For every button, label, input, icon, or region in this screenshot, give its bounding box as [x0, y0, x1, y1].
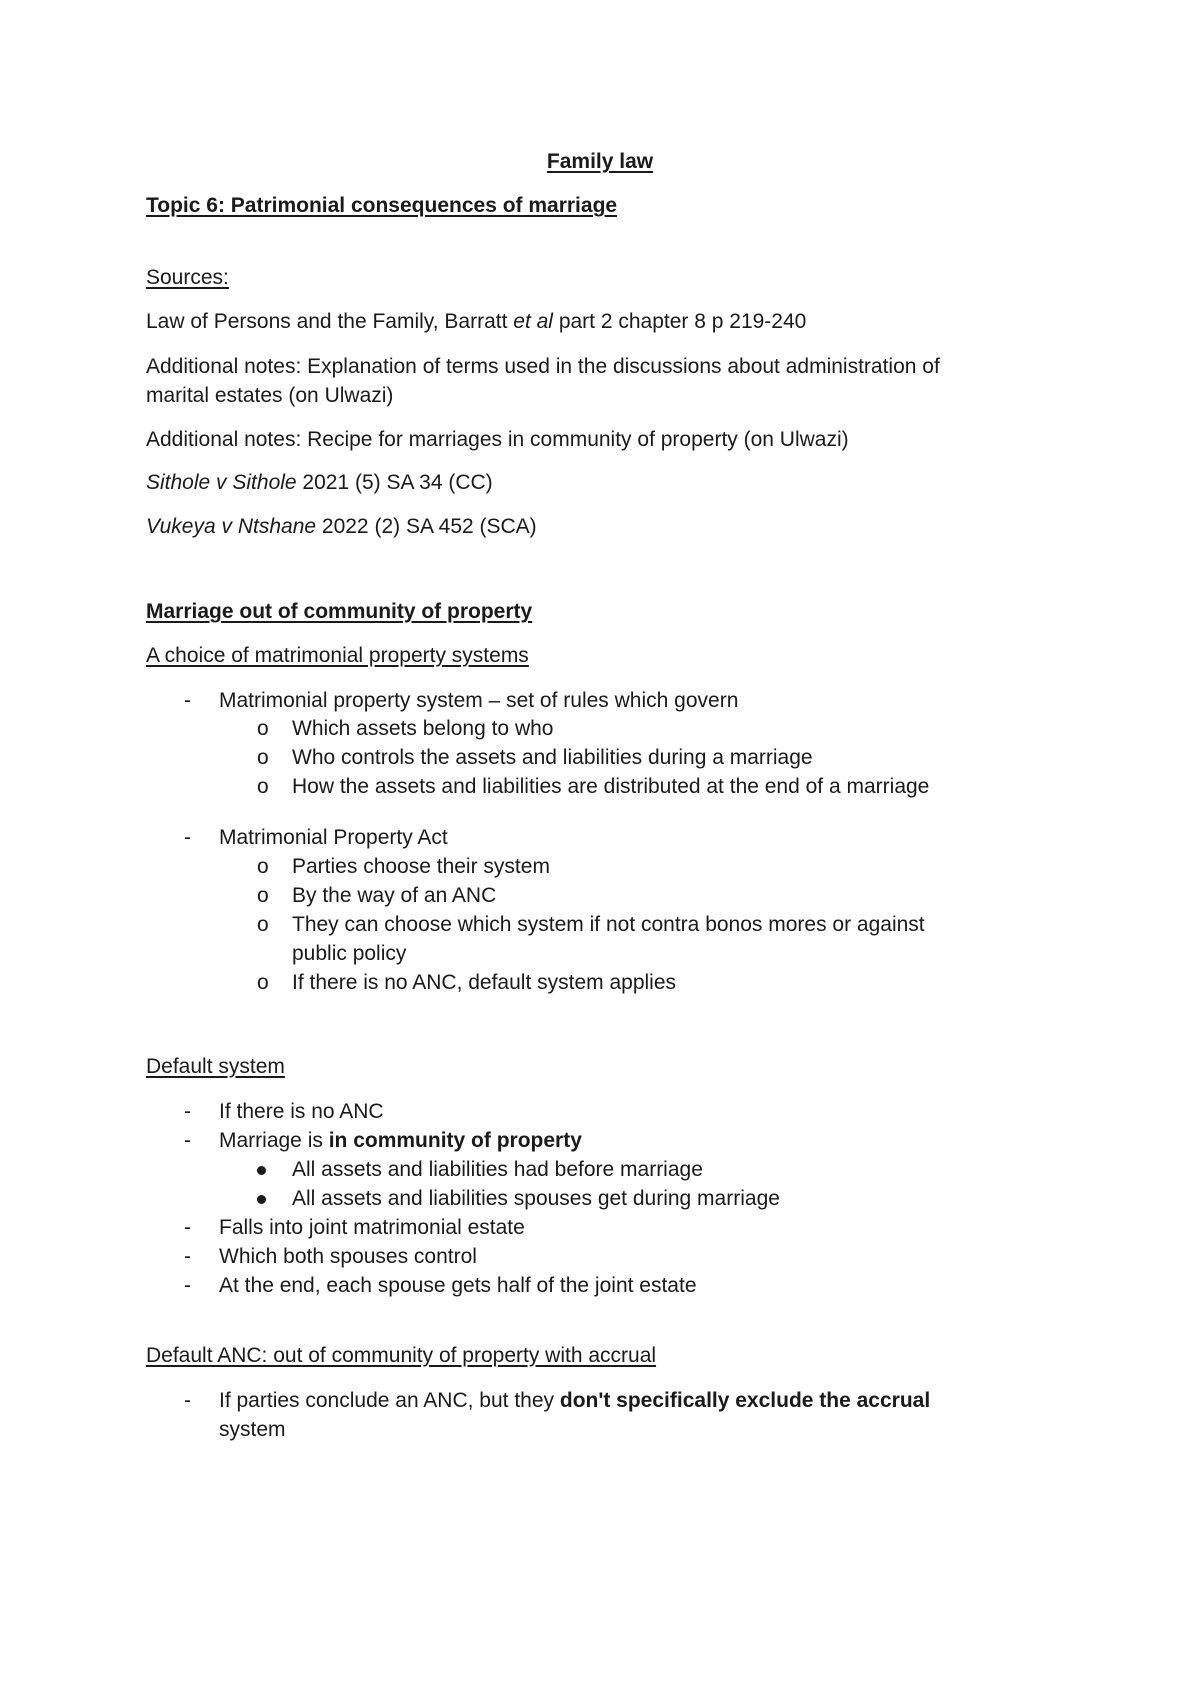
list-item-text: Matrimonial property system – set of rules which govern — [219, 689, 739, 712]
subheading-choice-of-systems: A choice of matrimonial property systems — [146, 644, 529, 667]
case-2-citation: 2022 (2) SA 452 (SCA) — [316, 515, 537, 538]
list-item-text: Which both spouses control — [219, 1245, 477, 1268]
case-1-citation: 2021 (5) SA 34 (CC) — [296, 471, 493, 494]
dash-marker: - — [184, 1216, 191, 1239]
circle-marker: o — [257, 884, 269, 907]
community-bold-text: in community of property — [328, 1129, 582, 1152]
dash-marker: - — [184, 1245, 191, 1268]
sub-list-item-text: By the way of an ANC — [292, 884, 497, 907]
source-book-chapter: part 2 chapter 8 p 219-240 — [552, 310, 807, 333]
source-book-text: Law of Persons and the Family, Barratt — [146, 310, 514, 333]
anc-text: If parties conclude an ANC, but they — [219, 1389, 560, 1412]
source-book — [146, 307, 806, 337]
dash-marker: - — [184, 1129, 191, 1152]
dash-marker: - — [184, 826, 191, 849]
sub-list-item-text: How the assets and liabilities are distributed at the end of a marriage — [292, 775, 930, 798]
dash-marker: - — [184, 1274, 191, 1297]
source-case-2 — [146, 512, 537, 542]
source-notes-1-line-1: Additional notes: Explanation of terms used in the discussions about administration of — [146, 355, 940, 378]
list-item-text — [219, 1386, 930, 1416]
topic-heading: Topic 6: Patrimonial consequences of marriage — [146, 194, 618, 217]
source-book-et-al: et al — [513, 310, 553, 333]
list-item-text: At the end, each spouse gets half of the joint estate — [219, 1274, 697, 1297]
list-item-text: system — [219, 1418, 286, 1441]
case-2-name: Vukeya v Ntshane — [146, 515, 317, 538]
source-notes-2: Additional notes: Recipe for marriages in community of property (on Ulwazi) — [146, 428, 849, 451]
source-case-1 — [146, 468, 493, 498]
sub-list-item-text: public policy — [292, 942, 407, 965]
list-item-text: Falls into joint matrimonial estate — [219, 1216, 525, 1239]
sub-list-item-text: They can choose which system if not contra bonos mores or against — [292, 913, 925, 936]
bullet-dot-icon — [257, 1195, 266, 1204]
sub-list-item-text: If there is no ANC, default system applies — [292, 971, 677, 994]
list-item-text: Matrimonial Property Act — [219, 826, 448, 849]
circle-marker: o — [257, 855, 269, 878]
circle-marker: o — [257, 913, 269, 936]
sub-list-item-text: Which assets belong to who — [292, 717, 554, 740]
dash-marker: - — [184, 689, 191, 712]
sub-list-item-text: Who controls the assets and liabilities during a marriage — [292, 746, 813, 769]
circle-marker: o — [257, 971, 269, 994]
circle-marker: o — [257, 775, 269, 798]
sub-list-item-text: Parties choose their system — [292, 855, 550, 878]
bullet-dot-icon — [257, 1166, 266, 1175]
anc-bold-text: don't specifically exclude the accrual — [559, 1389, 931, 1412]
list-item-text: If there is no ANC — [219, 1100, 384, 1123]
sources-heading: Sources: — [146, 266, 229, 289]
section-heading-out-of-community: Marriage out of community of property — [146, 600, 533, 623]
dash-marker: - — [184, 1100, 191, 1123]
default-system-heading: Default system — [146, 1055, 285, 1078]
source-notes-1-line-2: marital estates (on Ulwazi) — [146, 384, 394, 407]
default-anc-heading: Default ANC: out of community of property with accrual — [146, 1344, 657, 1367]
list-item-text — [219, 1126, 582, 1156]
dash-marker: - — [184, 1389, 191, 1412]
sub-list-item-text: All assets and liabilities spouses get during marriage — [292, 1187, 780, 1210]
circle-marker: o — [257, 746, 269, 769]
community-text: Marriage is — [219, 1129, 329, 1152]
circle-marker: o — [257, 717, 269, 740]
case-1-name: Sithole v Sithole — [146, 471, 297, 494]
sub-list-item-text: All assets and liabilities had before marriage — [292, 1158, 703, 1181]
document-title: Family law — [546, 150, 654, 173]
